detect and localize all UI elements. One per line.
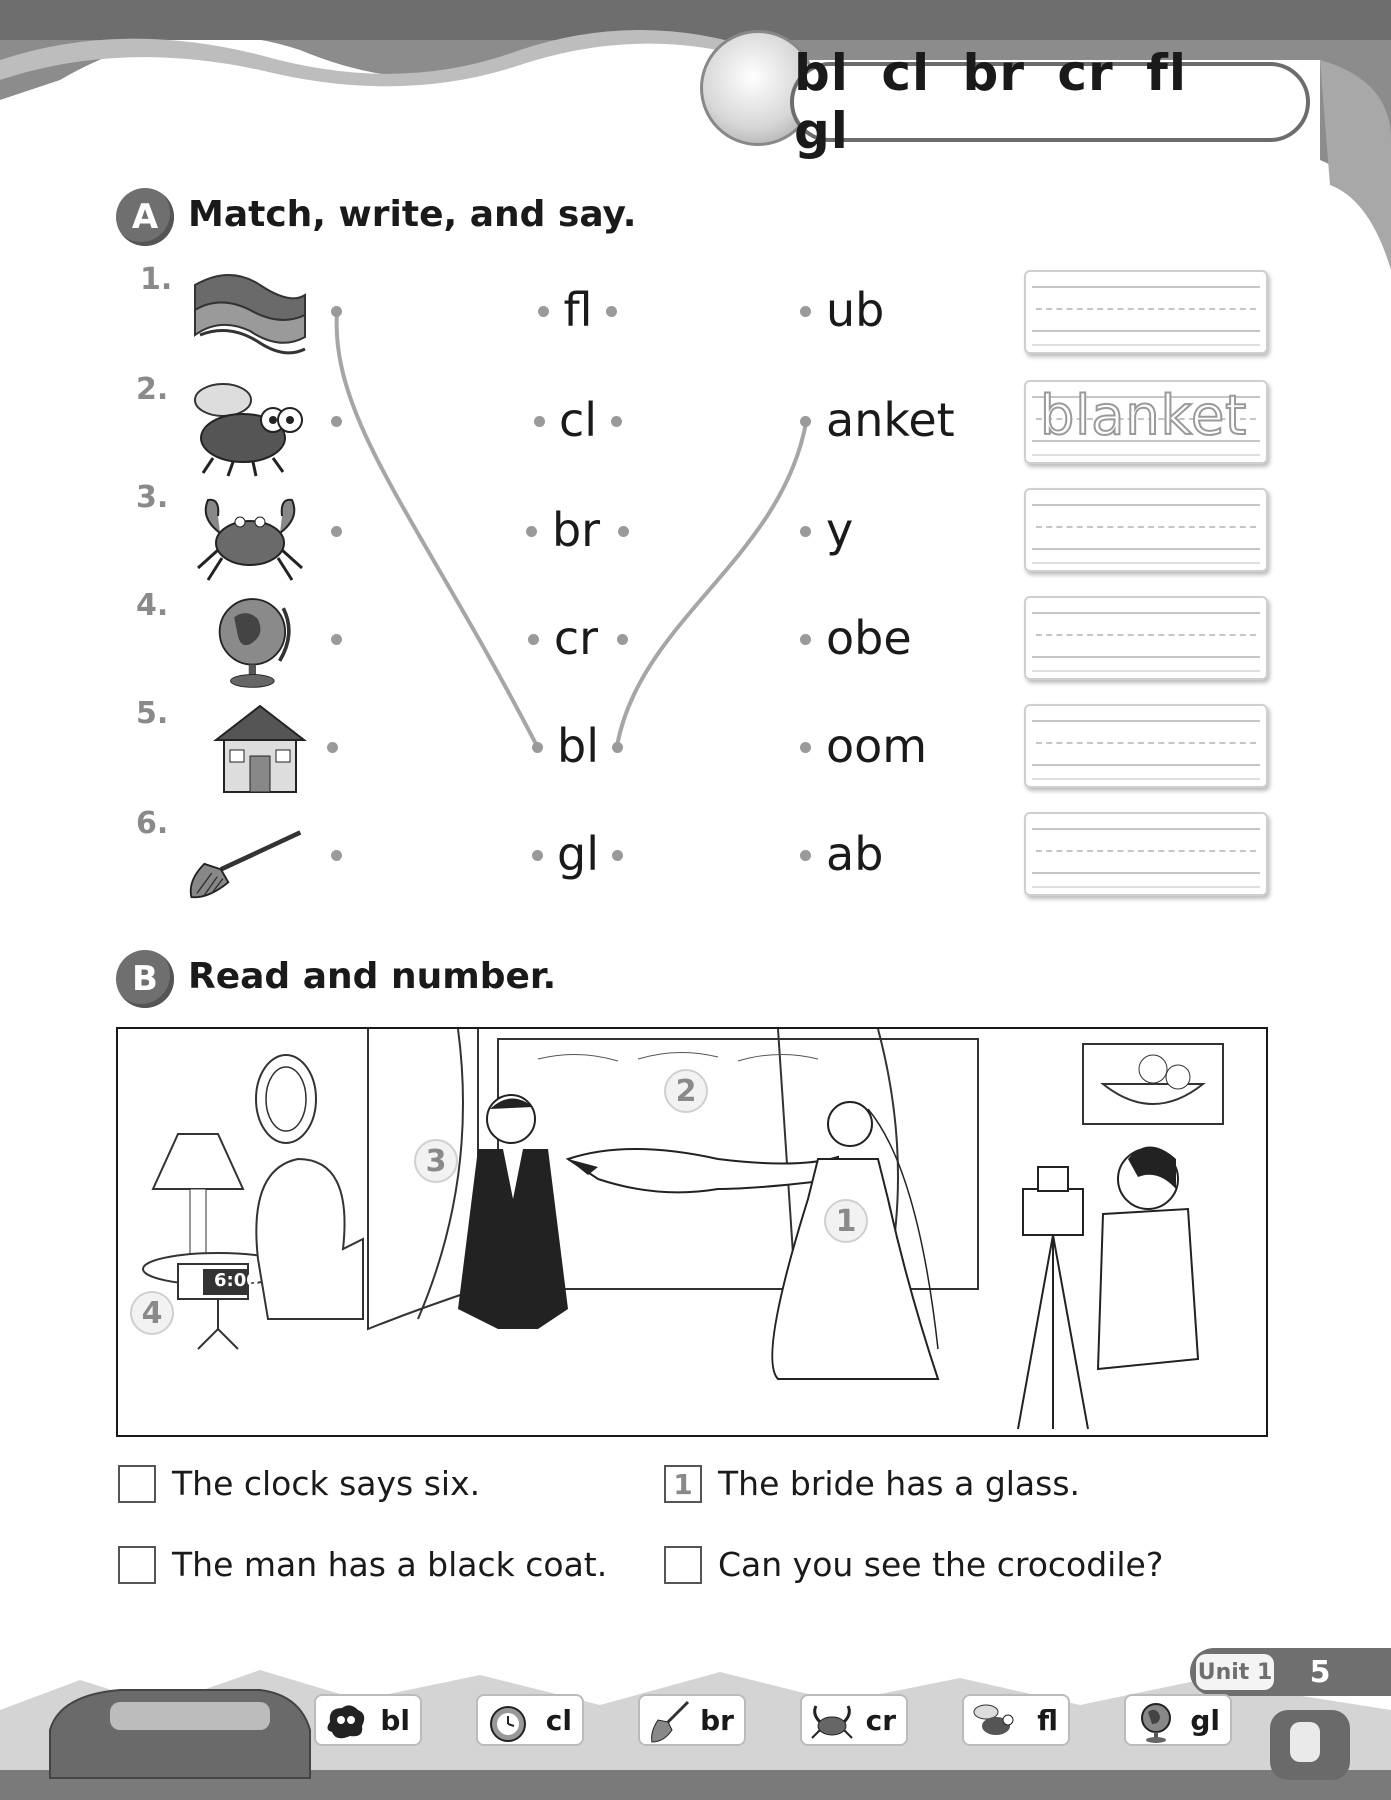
write-box[interactable] — [1024, 380, 1268, 464]
row-1-number: 1. — [140, 262, 173, 297]
answer-box[interactable] — [118, 1546, 156, 1584]
write-box[interactable] — [1024, 704, 1268, 788]
crab-icon — [190, 488, 310, 588]
write-box[interactable] — [1024, 270, 1268, 354]
blend-label: cr — [865, 1703, 896, 1737]
rime-dot[interactable] — [800, 742, 811, 753]
rime-label: ab — [826, 827, 884, 881]
blend-card-cr — [800, 1694, 908, 1746]
row-6-number: 6. — [136, 806, 169, 841]
blend-label: fl — [1037, 1703, 1058, 1737]
statement-text: Can you see the crocodile? — [718, 1545, 1164, 1584]
answer-box[interactable] — [664, 1546, 702, 1584]
section-a-title: Match, write, and say. — [188, 194, 637, 235]
marker-1: 1 — [824, 1199, 868, 1243]
unit-label: Unit 1 — [1196, 1654, 1274, 1690]
onset-label: cr — [553, 611, 599, 665]
onset-dot-left[interactable] — [526, 526, 537, 537]
section-b-badge: B — [116, 950, 174, 1008]
globe-icon — [196, 590, 316, 690]
clock-icon — [486, 1700, 530, 1744]
row-5-number: 5. — [136, 696, 169, 731]
onset-label: cl — [558, 393, 598, 447]
onset-label: bl — [557, 719, 599, 773]
blend-label: gl — [1190, 1703, 1220, 1737]
broom-icon — [184, 812, 304, 912]
rime-dot[interactable] — [800, 416, 811, 427]
onset-dot-left[interactable] — [532, 742, 543, 753]
write-box[interactable] — [1024, 596, 1268, 680]
section-b-title: Read and number. — [188, 956, 557, 997]
onset-dot-left[interactable] — [532, 850, 543, 861]
blend-card-fl — [962, 1694, 1070, 1746]
row-2-number: 2. — [136, 372, 169, 407]
marker-4: 4 — [130, 1291, 174, 1335]
rime-label: ub — [826, 283, 885, 337]
rime-dot[interactable] — [800, 634, 811, 645]
onset-dot-right[interactable] — [618, 526, 629, 537]
onset-dot-right[interactable] — [612, 850, 623, 861]
marker-2: 2 — [664, 1069, 708, 1113]
blend-card-cl — [476, 1694, 584, 1746]
rime-label: y — [826, 503, 854, 557]
clock-time: 6:00 — [214, 1270, 259, 1291]
row-4-number: 4. — [136, 588, 169, 623]
blend-label: bl — [380, 1703, 410, 1737]
onset-label: fl — [563, 283, 593, 337]
statement-text: The bride has a glass. — [718, 1464, 1081, 1503]
write-box[interactable] — [1024, 812, 1268, 896]
picture-dot[interactable] — [331, 850, 342, 861]
globe-icon — [1134, 1700, 1178, 1744]
picture-dot[interactable] — [331, 306, 342, 317]
onset-dot-right[interactable] — [606, 306, 617, 317]
onset-dot-right[interactable] — [612, 742, 623, 753]
picture-dot[interactable] — [331, 634, 342, 645]
section-a-badge: A — [116, 188, 174, 246]
answer-box[interactable] — [118, 1465, 156, 1503]
write-box[interactable] — [1024, 488, 1268, 572]
blend-label: br — [700, 1703, 734, 1737]
blend-card-gl — [1124, 1694, 1232, 1746]
onset-dot-right[interactable] — [617, 634, 628, 645]
clubhouse-icon — [200, 700, 320, 800]
wedding-scene-picture — [116, 1027, 1268, 1437]
onset-dot-right[interactable] — [611, 416, 622, 427]
onset-label: br — [551, 503, 601, 557]
page-number: 5 — [1309, 1654, 1331, 1690]
rime-dot[interactable] — [800, 306, 811, 317]
blend-card-br — [638, 1694, 746, 1746]
onset-dot-left[interactable] — [528, 634, 539, 645]
picture-dot[interactable] — [327, 742, 338, 753]
brush-icon — [648, 1700, 692, 1744]
fly-icon — [188, 378, 308, 478]
statement-text: The clock says six. — [172, 1464, 481, 1503]
blend-label: cl — [545, 1703, 572, 1737]
rime-dot[interactable] — [800, 526, 811, 537]
picture-dot[interactable] — [331, 416, 342, 427]
page-title: bl cl br cr fl gl — [794, 44, 1187, 160]
marker-3: 3 — [414, 1139, 458, 1183]
answer-box[interactable]: 1 — [664, 1465, 702, 1503]
rime-dot[interactable] — [800, 850, 811, 861]
rime-label: anket — [826, 393, 955, 447]
statement-text: The man has a black coat. — [172, 1545, 608, 1584]
blob-icon — [324, 1700, 368, 1744]
crab-icon — [810, 1700, 854, 1744]
blend-card-bl — [314, 1694, 422, 1746]
fly-icon — [972, 1700, 1016, 1744]
onset-label: gl — [557, 827, 599, 881]
picture-dot[interactable] — [331, 526, 342, 537]
rime-label: obe — [826, 611, 912, 665]
rime-label: oom — [826, 719, 928, 773]
written-word: blanket — [1040, 384, 1248, 447]
row-3-number: 3. — [136, 480, 169, 515]
flag-icon — [190, 265, 310, 365]
